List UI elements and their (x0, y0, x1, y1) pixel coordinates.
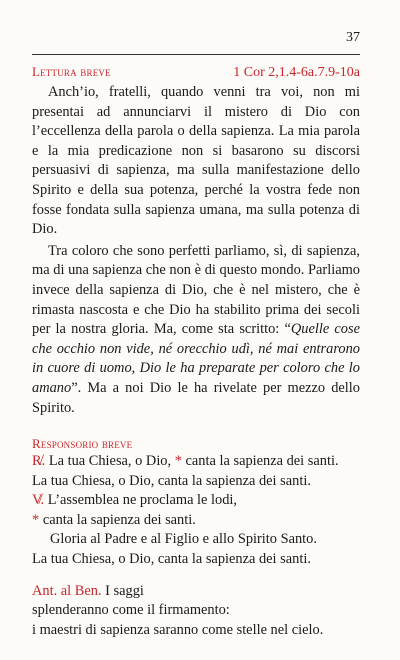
antifona-line-2: splenderanno come il firmamento: (32, 602, 230, 619)
lettura-header (32, 64, 360, 81)
responsorio-v2 (32, 511, 360, 531)
antifona-line-1 (32, 582, 360, 602)
lettura-title: Lettura breve (32, 64, 111, 79)
responsorio-r3: La tua Chiesa, o Dio, canta la sapienza dei santi. (32, 551, 311, 568)
v2-text: canta la sapienza dei santi. (42, 511, 196, 528)
lettura-paragraph-1: Anch’io, fratelli, quando venni tra voi, non mi presentai ad annunciarvi il mistero di Dio con l’eccellenza della parola o della sapienza. La mia parola e la mia predicazione non si basarono su discorsi persuasivi di sapienza, ma sulla manifestazione dello Spirito e della sua potenza, perché la vostra fede non fosse fondata sulla sapienza umana, ma sulla potenza di Dio. (32, 84, 360, 238)
antifona-label: Ant. al Ben. (32, 582, 102, 599)
versicle-symbol: V̸. (32, 492, 45, 509)
asterisk-mark: * (174, 453, 182, 470)
antifona-line-3: i maestri di sapienza saranno come stelle nel cielo. (32, 621, 324, 638)
page-number: 37 (346, 30, 360, 45)
p2-end: ”. Ma a noi Dio le ha rivelate per mezzo dello Spirito. (32, 379, 360, 416)
responsorio-v1 (32, 491, 360, 511)
v1-text: L’assemblea ne proclama le lodi, (47, 492, 238, 509)
asterisk-mark: * (32, 511, 40, 528)
lettura-paragraph-2 (32, 242, 360, 418)
gloria-line: Gloria al Padre e al Figlio e allo Spirito Santo. (50, 531, 317, 548)
antifona-block (32, 582, 360, 641)
r1-text-a: La tua Chiesa, o Dio, (48, 453, 172, 470)
lettura-reference: 1 Cor 2,1.4-6a.7.9-10a (233, 65, 360, 80)
responsorio-r2: La tua Chiesa, o Dio, canta la sapienza dei santi. (32, 472, 311, 489)
antifona-text-1: I saggi (105, 582, 144, 599)
responsorio-r1 (32, 452, 360, 472)
responsorio-title: Responsorio breve (32, 436, 133, 452)
header-rule (32, 54, 360, 55)
response-symbol: R̸. (32, 453, 46, 470)
book-page (32, 30, 360, 640)
p2-quote: Quelle cose che occhio non vide, né orecchio udì, né mai entrarono in cuore di uomo, Dio le ha preparate per coloro che lo amano (32, 321, 360, 396)
r1-text-b: canta la sapienza dei santi. (185, 453, 339, 470)
p2-start: Tra coloro che sono perfetti parliamo, sì, di sapienza, ma di una sapienza che non è di questo mondo. Parliamo invece della sapienza di Dio, che è nel mistero, che è rimasta nascosta e che Dio ha stabilito prima dei secoli per la nostra gloria. Ma, come sta scritto: “ (32, 242, 360, 338)
